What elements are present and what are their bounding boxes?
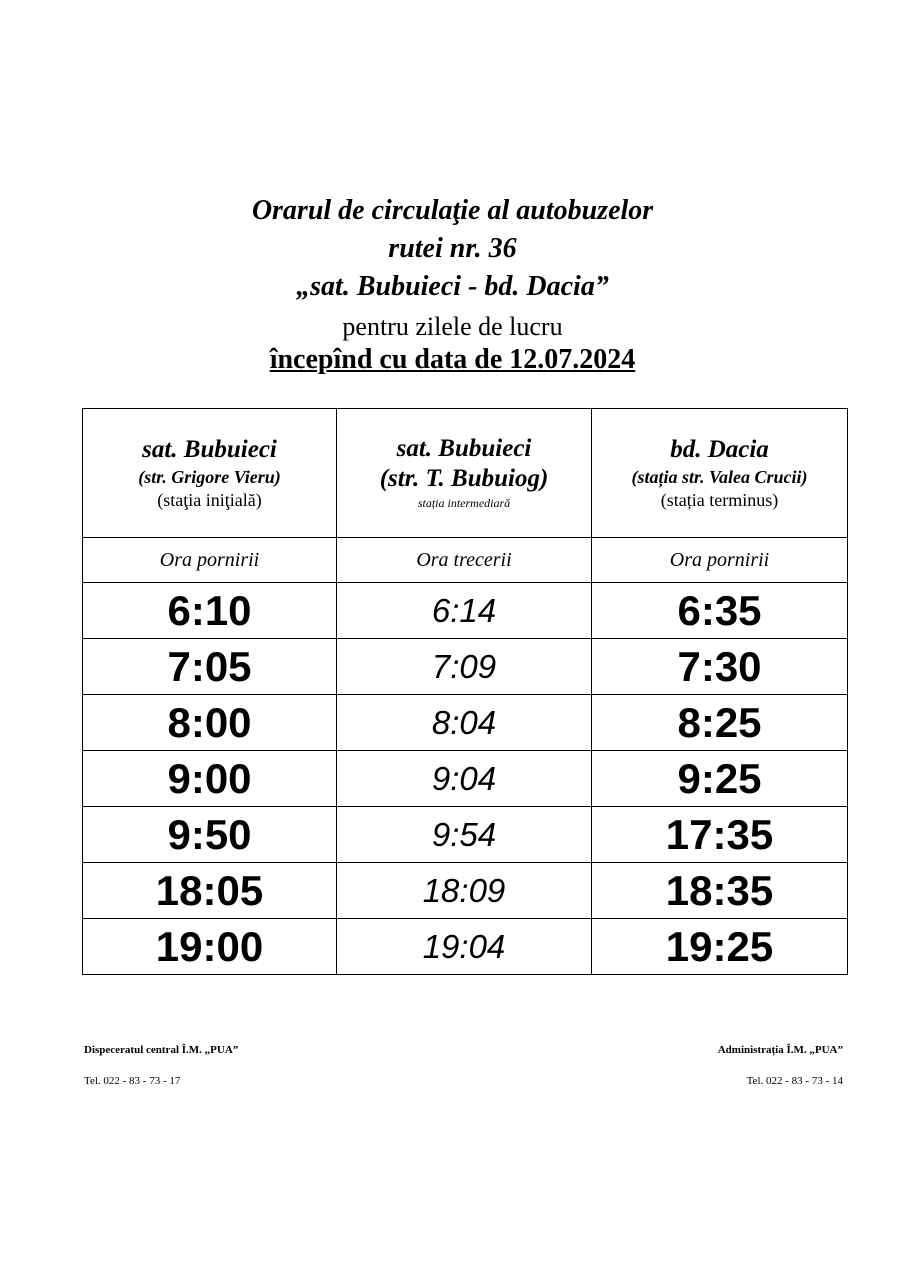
departure-time: 9:00: [167, 754, 252, 802]
passing-time-cell: [337, 639, 592, 695]
passing-time: 6:14: [431, 591, 497, 629]
station-name: bd. Dacia: [670, 436, 769, 463]
return-time-cell: [592, 695, 848, 751]
table-row: [83, 919, 848, 975]
station-role: (staţia iniţială): [157, 490, 262, 510]
time-label-cell: [337, 538, 592, 583]
passing-time-cell: [337, 583, 592, 639]
table-row: [83, 751, 848, 807]
departure-time-cell: [83, 583, 337, 639]
passing-time: 9:54: [431, 815, 497, 853]
station-street: (str. T. Bubuiog): [379, 465, 549, 492]
time-label: Ora pornirii: [669, 548, 770, 571]
departure-time: 9:50: [167, 810, 252, 858]
header-cell-initial: [83, 409, 337, 538]
time-label-cell: [83, 538, 337, 583]
return-time: 9:25: [677, 754, 762, 802]
passing-time: 18:09: [422, 871, 506, 909]
return-time-cell: [592, 583, 848, 639]
departure-time-cell: [83, 751, 337, 807]
departure-time-cell: [83, 807, 337, 863]
return-time: 18:35: [665, 866, 774, 914]
return-time: 19:25: [665, 922, 774, 970]
passing-time: 19:04: [422, 927, 506, 965]
passing-time-cell: [337, 807, 592, 863]
return-time-cell: [592, 639, 848, 695]
station-street: (stația str. Valea Crucii): [631, 467, 808, 487]
footer-dispatch-name: Dispeceratul central Î.M. „PUA”: [84, 1044, 239, 1056]
passing-time: 7:09: [431, 647, 497, 685]
title-line-1: Orarul de circulaţie al autobuzelor: [251, 195, 654, 226]
table-row: [83, 807, 848, 863]
passing-time-cell: [337, 863, 592, 919]
passing-time-cell: [337, 751, 592, 807]
departure-time-cell: [83, 695, 337, 751]
departure-time: 18:05: [155, 866, 264, 914]
departure-time: 8:00: [167, 698, 252, 746]
title-subtitle: pentru zilele de lucru: [342, 312, 563, 341]
return-time: 8:25: [677, 698, 762, 746]
time-label: Ora trecerii: [416, 548, 512, 571]
footer-dispatch-phone: Tel. 022 - 83 - 73 - 17: [84, 1075, 181, 1087]
table-row: [83, 583, 848, 639]
return-time-cell: [592, 751, 848, 807]
return-time-cell: [592, 863, 848, 919]
footer-admin-phone: Tel. 022 - 83 - 73 - 14: [746, 1075, 843, 1087]
title-line-2: rutei nr. 36: [388, 233, 517, 264]
footer-dispatch-contact: [84, 1044, 238, 1087]
passing-time: 9:04: [431, 759, 497, 797]
station-role: stația intermediară: [417, 496, 511, 510]
return-time-cell: [592, 807, 848, 863]
departure-time-cell: [83, 639, 337, 695]
passing-time-cell: [337, 919, 592, 975]
footer-admin-name: Administrația Î.M. „PUA”: [717, 1044, 843, 1056]
return-time: 17:35: [665, 810, 774, 858]
departure-time-cell: [83, 919, 337, 975]
departure-time-cell: [83, 863, 337, 919]
table-header-row: [83, 409, 848, 538]
time-label-cell: [592, 538, 848, 583]
departure-time: 19:00: [155, 922, 264, 970]
return-time: 6:35: [677, 586, 762, 634]
station-name: sat. Bubuieci: [396, 435, 532, 462]
title-date-line: începînd cu data de 12.07.2024: [269, 344, 636, 375]
departure-time: 6:10: [167, 586, 252, 634]
footer-admin-contact: [718, 1044, 843, 1087]
table-row: [83, 639, 848, 695]
schedule-table: [82, 408, 848, 975]
return-time: 7:30: [677, 642, 762, 690]
station-name: sat. Bubuieci: [142, 436, 277, 463]
schedule-title-block: [0, 192, 905, 377]
header-cell-intermediate: [337, 409, 592, 538]
time-label: Ora pornirii: [159, 548, 260, 571]
table-subheader-row: [83, 538, 848, 583]
table-row: [83, 863, 848, 919]
departure-time: 7:05: [167, 642, 252, 690]
passing-time-cell: [337, 695, 592, 751]
table-row: [83, 695, 848, 751]
return-time-cell: [592, 919, 848, 975]
station-street: (str. Grigore Vieru): [138, 467, 281, 487]
station-role: (stația terminus): [660, 490, 779, 510]
title-line-3: „sat. Bubuieci - bd. Dacia”: [296, 271, 609, 302]
passing-time: 8:04: [431, 703, 497, 741]
header-cell-terminus: [592, 409, 848, 538]
